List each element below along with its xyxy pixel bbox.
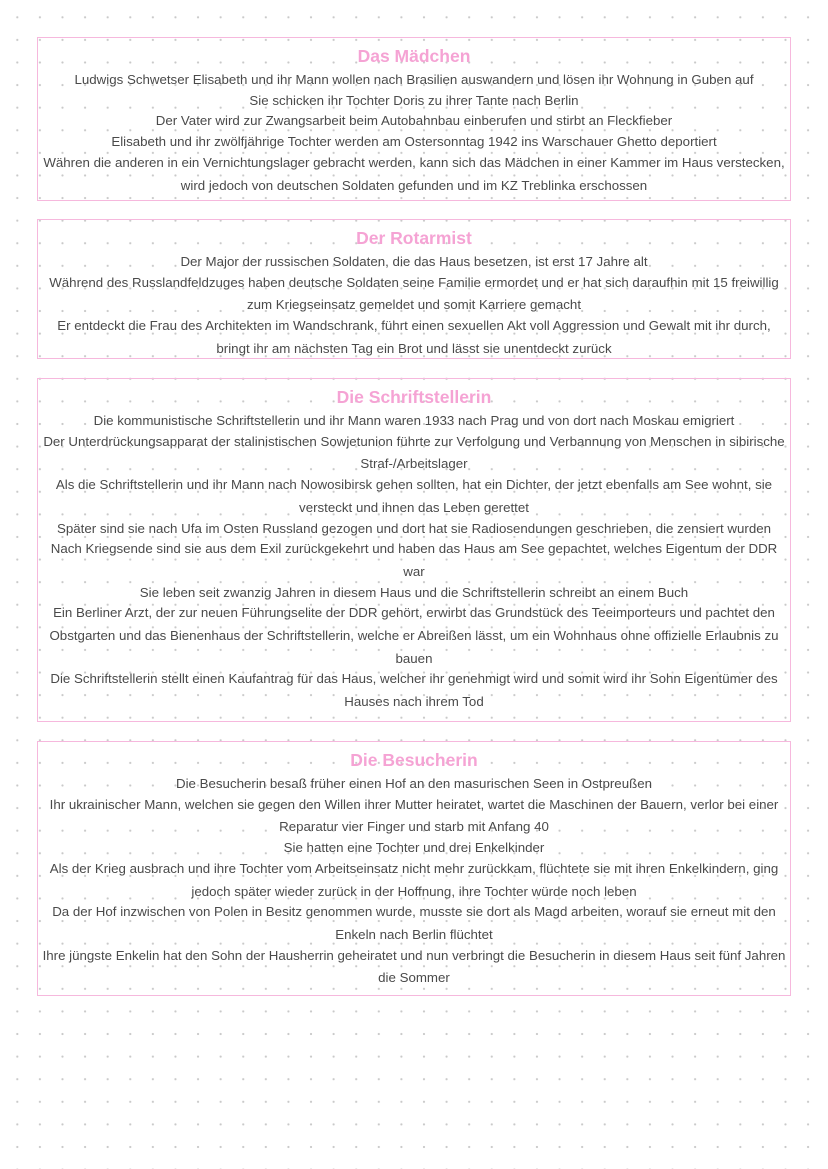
paragraph: Der Major der russischen Soldaten, die das Haus besetzen, ist erst 17 Jahre alt: [180, 254, 648, 269]
section-die-schriftstellerin: [37, 378, 791, 722]
paragraph: Währen die anderen in ein Vernichtungslager gebracht werden, kann sich das Mädchen in einer Kammer im Haus verstecken, wird jedoch von deutschen Soldaten gefunden und im KZ Treblinka erschossen: [43, 154, 785, 193]
paragraph: Die Besucherin besaß früher einen Hof an den masurischen Seen in Ostpreußen: [176, 776, 652, 791]
paragraph: Ihr ukrainischer Mann, welchen sie gegen den Willen ihrer Mutter heiratet, wartet die Maschinen der Bauern, verlor bei einer Reparatur vier Finger und starb mit Anfang 40: [49, 796, 779, 835]
section-die-besucherin: [37, 741, 791, 996]
paragraph: Da der Hof inzwischen von Polen in Besitz genommen wurde, musste sie dort als Magd arbeiten, worauf sie erneut mit den Enkeln nach Berlin flüchtet: [52, 904, 776, 942]
paragraph: Der Unterdrückungsapparat der stalinistischen Sowjetunion führte zur Verfolgung und Verbannung von Menschen in sibirische Straf-/Arbeitslager: [43, 433, 785, 472]
paragraph: Ludwigs Schwetser Elisabeth und ihr Mann wollen nach Brasilien auswandern und lösen ihr Wohnung in Guben auf: [74, 72, 754, 87]
paragraph: Elisabeth und ihr zwölfjährige Tochter werden am Ostersonntag 1942 ins Warschauer Ghetto deportiert: [111, 134, 717, 150]
paragraph: Er entdeckt die Frau des Architekten im Wandschrank, führt einen sexuellen Akt voll Aggression und Gewalt mit ihr durch, bringt ihr am nächsten Tag ein Brot und lässt sie unentdeckt zurück: [57, 318, 771, 356]
paragraph: Sie leben seit zwanzig Jahren in diesem Haus und die Schriftstellerin schreibt an einem Buch: [139, 584, 689, 600]
section-title: Die Schriftstellerin: [336, 387, 492, 407]
section-der-rotarmist: [37, 219, 791, 359]
paragraph: Der Vater wird zur Zwangsarbeit beim Autobahnbau einberufen und stirbt an Fleckfieber: [155, 113, 673, 129]
section-das-maedchen: [37, 37, 791, 201]
paragraph: Später sind sie nach Ufa im Osten Russland gezogen und dort hat sie Radiosendungen geschrieben, die zensiert wurden: [56, 520, 772, 536]
paragraph: Als die Schriftstellerin und ihr Mann nach Nowosibirsk gehen sollten, hat ein Dichter, der jetzt ebenfalls am See wohnt, sie versteckt und ihnen das Leben gerettet: [55, 477, 773, 515]
paragraph: Ein Berliner Arzt, der zur neuen Führungselite der DDR gehört, erwirbt das Grundstück des Teeimporteurs und pachtet den Obstgarten und das Bienenhaus der Schriftstellerin, welche er Abreißen lässt, um ein Wohnhaus ohne offizielle Erlaubnis zu bauen: [49, 605, 779, 666]
paragraph: Sie schicken ihr Tochter Doris zu ihrer Tante nach Berlin: [249, 92, 579, 108]
paragraph: Ihre jüngste Enkelin hat den Sohn der Hausherrin geheiratet und nun verbringt die Besucherin in diesem Haus seit fünf Jahren die Sommer: [42, 947, 786, 986]
section-title: Der Rotarmist: [356, 228, 472, 248]
paragraph: Die kommunistische Schriftstellerin und ihr Mann waren 1933 nach Prag und von dort nach Moskau emigriert: [93, 413, 735, 428]
paragraph: Nach Kriegsende sind sie aus dem Exil zurückgekehrt und haben das Haus am See gepachtet, welches Eigentum der DDR war: [50, 541, 778, 579]
paragraph: Als der Krieg ausbrach und ihre Tochter vom Arbeitseinsatz nicht mehr zurückkam, flüchtete sie mit ihren Enkelkindern, ging jedoch später wieder zurück in der Hoffnung, ihre Tochter würde noch leben: [49, 860, 779, 899]
paragraph: Während des Russlandfeldzuges haben deutsche Soldaten seine Familie ermordet und er hat sich daraufhin mit 15 freiwillig zum Kriegseinsatz gemeldet und somit Karriere gemacht: [49, 274, 779, 313]
section-title: Das Mädchen: [357, 46, 471, 66]
section-title: Die Besucherin: [350, 750, 478, 770]
paragraph: Sie hatten eine Tochter und drei Enkelkinder: [283, 840, 545, 856]
paragraph: Die Schriftstellerin stellt einen Kaufantrag für das Haus, welcher ihr genehmigt wird und somit wird ihr Sohn Eigentümer des Hauses nach ihrem Tod: [50, 671, 778, 710]
